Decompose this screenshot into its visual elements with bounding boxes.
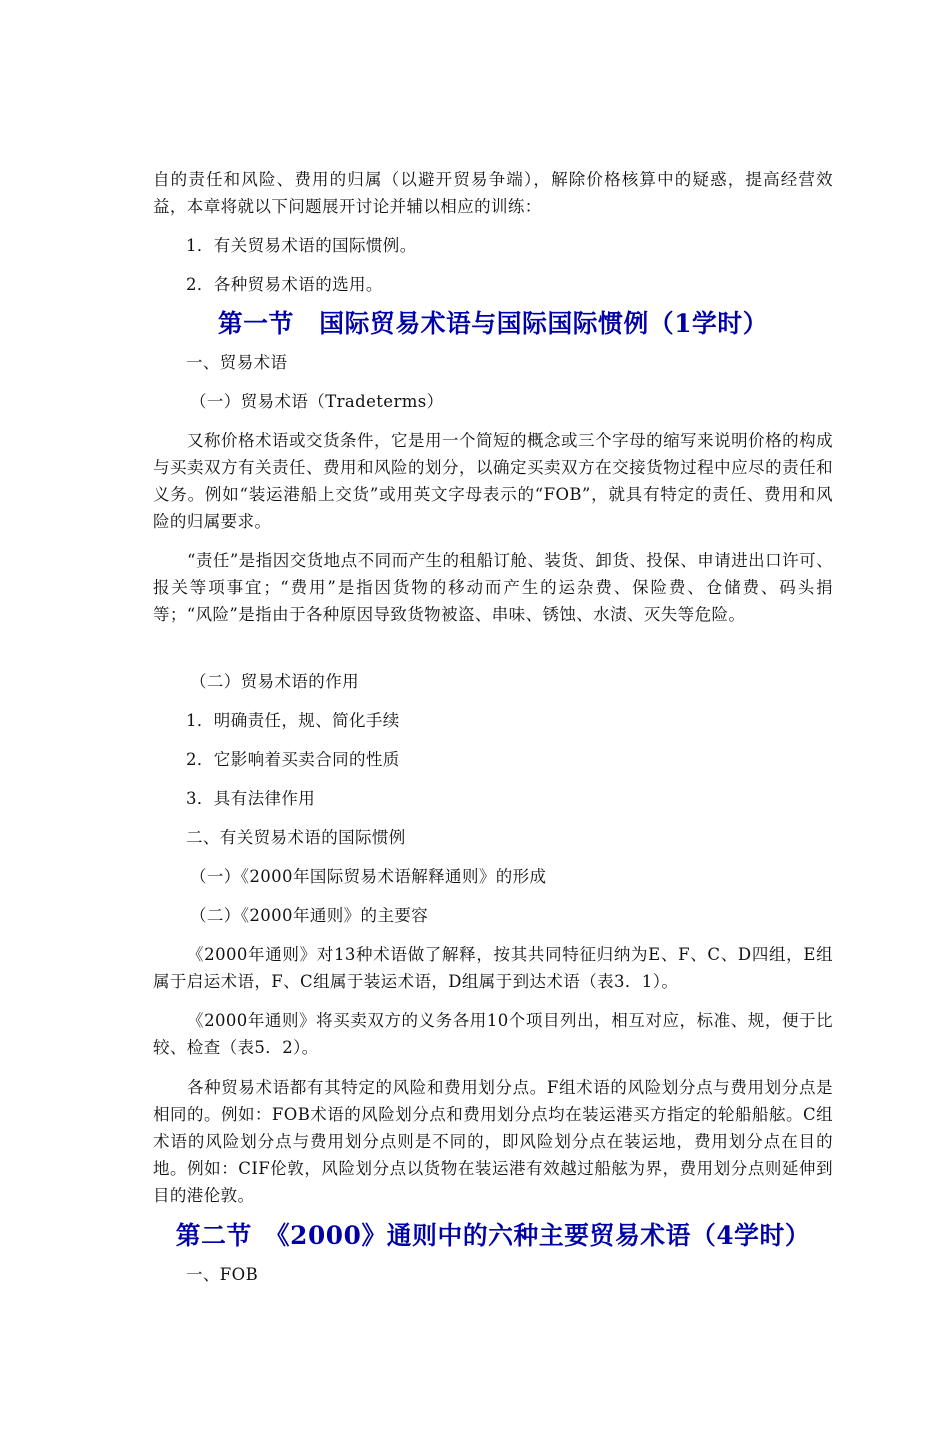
role-item-1: 1．明确责任，规、简化手续 — [186, 711, 400, 730]
section2-heading: 第二节 《2000》通则中的六种主要贸易术语（4学时） — [175, 1221, 811, 1250]
part1-title: 一、贸易术语 — [186, 353, 288, 372]
sub2-title: （二）贸易术语的作用 — [190, 672, 359, 691]
obligations-paragraph: 《2000年通则》将买卖双方的义务各用10个项目列出，相互对应，标准、规，便于比较、检查（表5．2）。 — [153, 1011, 833, 1057]
section1-heading: 第一节 国际贸易术语与国际国际惯例（1学时） — [217, 309, 769, 338]
responsibility-cost-risk-paragraph: “责任”是指因交货地点不同而产生的租船订舱、装货、卸货、投保、申请进出口许可、报关等项事宜；“费用”是指因货物的移动而产生的运杂费、保险费、仓储费、码头捐等；“风险”是指由于各种原因导致货物被盗、串味、锈蚀、水渍、灭失等危险。 — [153, 551, 833, 624]
intro-paragraph: 自的责任和风险、费用的归属（以避开贸易争端），解除价格核算中的疑惑，提高经营效益，本章将就以下问题展开讨论并辅以相应的训练： — [153, 170, 833, 216]
sub4-title: （二）《2000年通则》的主要容 — [190, 906, 429, 925]
incoterms-groups-paragraph: 《2000年通则》对13种术语做了解释，按其共同特征归纳为E、F、C、D四组，E组属于启运术语，F、C组属于装运术语，D组属于到达术语（表3．1）。 — [153, 945, 833, 991]
sub3-title: （一）《2000年国际贸易术语解释通则》的形成 — [190, 867, 547, 886]
role-item-3: 3．具有法律作用 — [186, 789, 316, 808]
risk-cost-division-paragraph: 各种贸易术语都有其特定的风险和费用划分点。F组术语的风险划分点与费用划分点是相同的。例如：FOB术语的风险划分点和费用划分点均在装运港买方指定的轮船船舷。C组术语的风险划分点与费用划分点则是不同的，即风险划分点在装运地，费用划分点在目的地。例如：CIF伦敦，风险划分点以货物在装运港有效越过船舷为界，费用划分点则延伸到目的港伦敦。 — [153, 1078, 833, 1205]
role-item-2: 2．它影响着买卖合同的性质 — [186, 750, 400, 769]
fob-title: 一、FOB — [186, 1265, 259, 1284]
tradeterms-definition-paragraph: 又称价格术语或交货条件，它是用一个简短的概念或三个字母的缩写来说明价格的构成与买卖双方有关责任、费用和风险的划分，以确定买卖双方在交接货物过程中应尽的责任和义务。例如“装运港船上交货”或用英文字母表示的“FOB”，就具有特定的责任、费用和风险的归属要求。 — [153, 431, 833, 531]
intro-item-2: 2．各种贸易术语的选用。 — [186, 275, 383, 294]
part2-title: 二、有关贸易术语的国际惯例 — [186, 828, 406, 847]
sub1-title: （一）贸易术语（Tradeterms） — [190, 392, 444, 411]
intro-item-1: 1．有关贸易术语的国际惯例。 — [186, 236, 417, 255]
